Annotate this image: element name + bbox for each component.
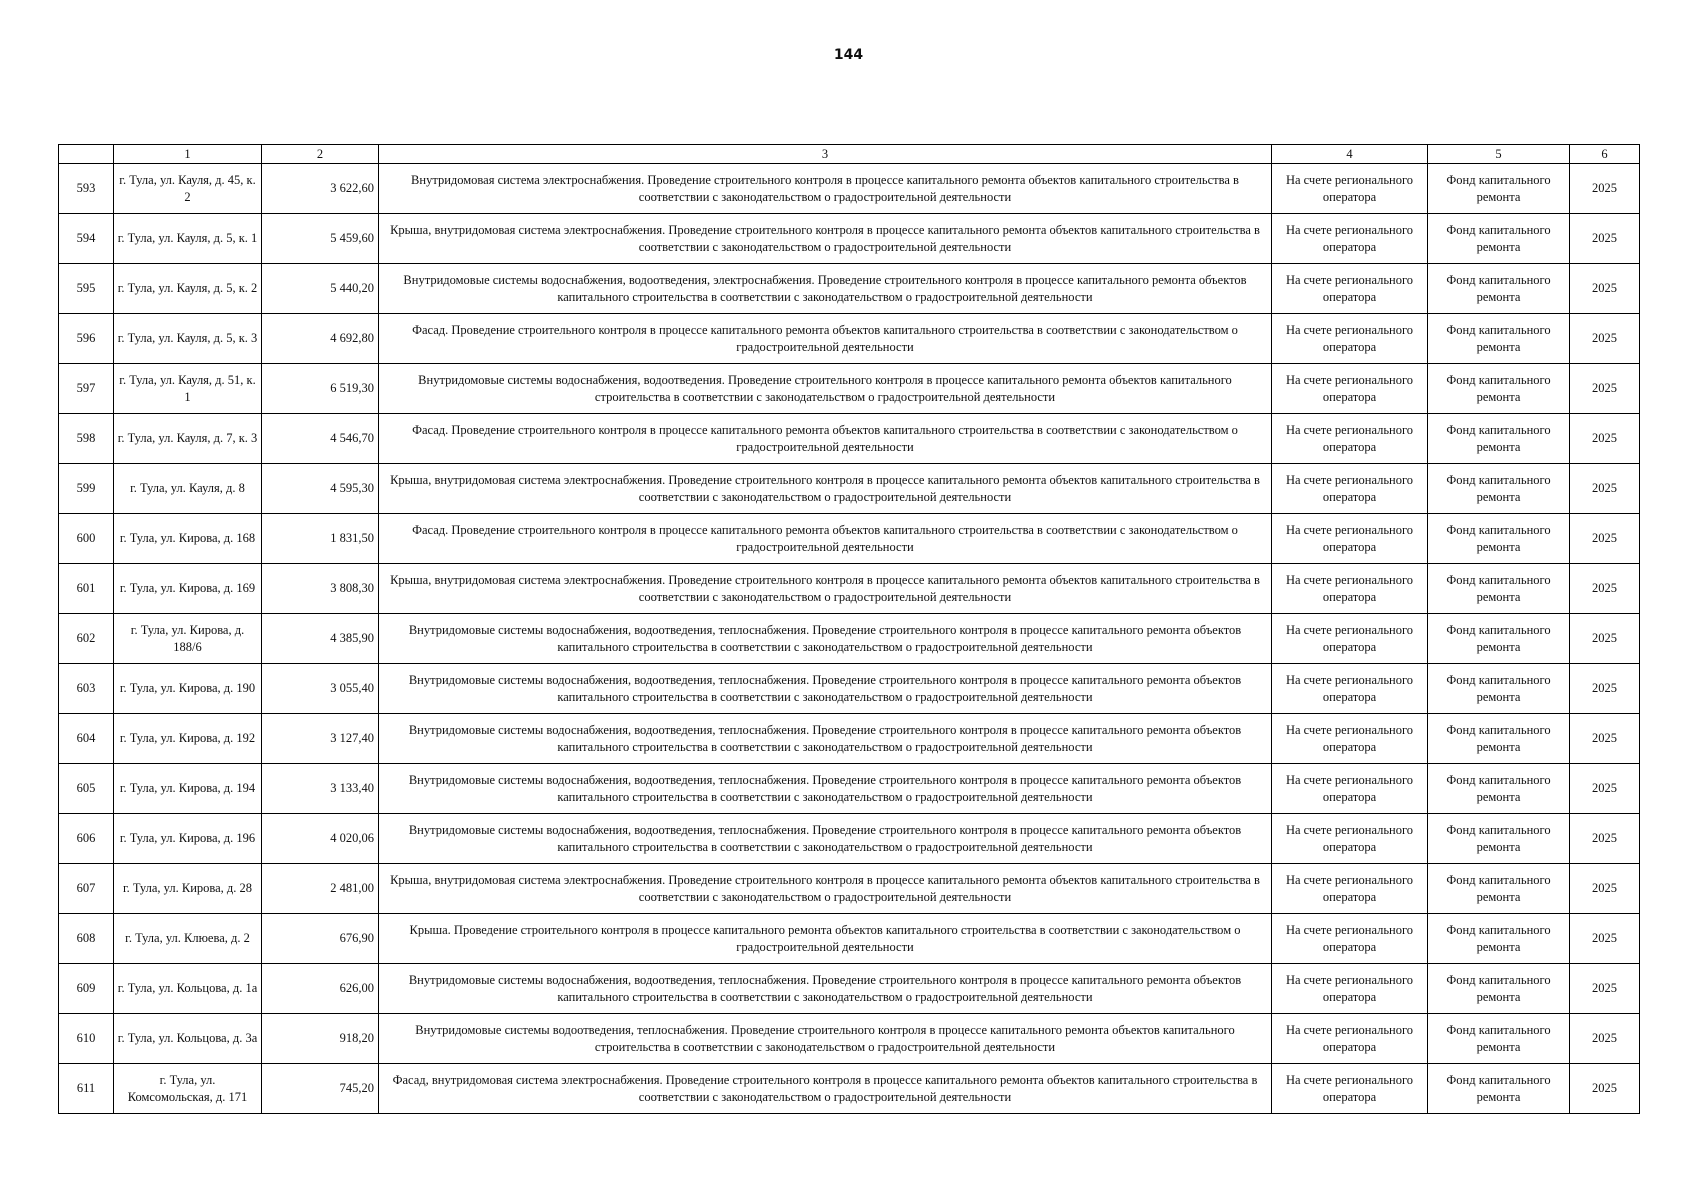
- account-type-cell: На счете регионального оператора: [1272, 414, 1428, 464]
- table-row: [59, 864, 1640, 914]
- row-number-cell: 611: [59, 1064, 114, 1114]
- year-cell: 2025: [1570, 914, 1640, 964]
- table-row: [59, 564, 1640, 614]
- address-cell: г. Тула, ул. Кольцова, д. 1а: [114, 964, 262, 1014]
- row-number-cell: 597: [59, 364, 114, 414]
- funding-source-cell: Фонд капитального ремонта: [1428, 264, 1570, 314]
- table-row: [59, 364, 1640, 414]
- row-number-cell: 598: [59, 414, 114, 464]
- account-type-cell: На счете регионального оператора: [1272, 514, 1428, 564]
- amount-cell: 4 546,70: [262, 414, 379, 464]
- work-description-cell: Крыша, внутридомовая система электроснабжения. Проведение строительного контроля в процессе капитального ремонта объектов капитального строительства в соответствии с законодательством о градостроительной деятельности: [379, 214, 1272, 264]
- address-cell: г. Тула, ул. Кирова, д. 28: [114, 864, 262, 914]
- row-number-cell: 608: [59, 914, 114, 964]
- amount-cell: 4 595,30: [262, 464, 379, 514]
- funding-source-cell: Фонд капитального ремонта: [1428, 414, 1570, 464]
- table-row: [59, 214, 1640, 264]
- address-cell: г. Тула, ул. Кольцова, д. 3а: [114, 1014, 262, 1064]
- year-cell: 2025: [1570, 864, 1640, 914]
- address-cell: г. Тула, ул. Кауля, д. 51, к. 1: [114, 364, 262, 414]
- address-cell: г. Тула, ул. Кирова, д. 190: [114, 664, 262, 714]
- year-cell: 2025: [1570, 214, 1640, 264]
- year-cell: 2025: [1570, 714, 1640, 764]
- row-number-cell: 602: [59, 614, 114, 664]
- address-cell: г. Тула, ул. Кауля, д. 5, к. 2: [114, 264, 262, 314]
- row-number-cell: 605: [59, 764, 114, 814]
- row-number-cell: 610: [59, 1014, 114, 1064]
- amount-cell: 2 481,00: [262, 864, 379, 914]
- row-number-cell: 603: [59, 664, 114, 714]
- table-row: [59, 314, 1640, 364]
- column-header: 4: [1272, 145, 1428, 164]
- funding-source-cell: Фонд капитального ремонта: [1428, 314, 1570, 364]
- funding-source-cell: Фонд капитального ремонта: [1428, 914, 1570, 964]
- year-cell: 2025: [1570, 1014, 1640, 1064]
- amount-cell: 4 020,06: [262, 814, 379, 864]
- address-cell: г. Тула, ул. Кирова, д. 188/6: [114, 614, 262, 664]
- work-description-cell: Внутридомовая система электроснабжения. Проведение строительного контроля в процессе капитального ремонта объектов капитального строительства в соответствии с законодательством о градостроительной деятельности: [379, 164, 1272, 214]
- work-description-cell: Внутридомовые системы водоснабжения, водоотведения, теплоснабжения. Проведение строительного контроля в процессе капитального ремонта объектов капитального строительства в соответствии с законодательством о градостроительной деятельности: [379, 714, 1272, 764]
- address-cell: г. Тула, ул. Кауля, д. 8: [114, 464, 262, 514]
- work-description-cell: Внутридомовые системы водоотведения, теплоснабжения. Проведение строительного контроля в процессе капитального ремонта объектов капитального строительства в соответствии с законодательством о градостроительной деятельности: [379, 1014, 1272, 1064]
- funding-source-cell: Фонд капитального ремонта: [1428, 564, 1570, 614]
- row-number-cell: 593: [59, 164, 114, 214]
- address-cell: г. Тула, ул. Кауля, д. 5, к. 3: [114, 314, 262, 364]
- amount-cell: 3 127,40: [262, 714, 379, 764]
- funding-source-cell: Фонд капитального ремонта: [1428, 164, 1570, 214]
- year-cell: 2025: [1570, 814, 1640, 864]
- amount-cell: 3 133,40: [262, 764, 379, 814]
- table-row: [59, 164, 1640, 214]
- funding-source-cell: Фонд капитального ремонта: [1428, 664, 1570, 714]
- account-type-cell: На счете регионального оператора: [1272, 714, 1428, 764]
- table-row: [59, 914, 1640, 964]
- address-cell: г. Тула, ул. Кауля, д. 7, к. 3: [114, 414, 262, 464]
- year-cell: 2025: [1570, 1064, 1640, 1114]
- work-description-cell: Крыша. Проведение строительного контроля в процессе капитального ремонта объектов капитального строительства в соответствии с законодательством о градостроительной деятельности: [379, 914, 1272, 964]
- funding-source-cell: Фонд капитального ремонта: [1428, 764, 1570, 814]
- funding-source-cell: Фонд капитального ремонта: [1428, 864, 1570, 914]
- table-row: [59, 414, 1640, 464]
- year-cell: 2025: [1570, 364, 1640, 414]
- address-cell: г. Тула, ул. Кирова, д. 168: [114, 514, 262, 564]
- funding-source-cell: Фонд капитального ремонта: [1428, 814, 1570, 864]
- account-type-cell: На счете регионального оператора: [1272, 914, 1428, 964]
- funding-source-cell: Фонд капитального ремонта: [1428, 964, 1570, 1014]
- address-cell: г. Тула, ул. Кирова, д. 192: [114, 714, 262, 764]
- year-cell: 2025: [1570, 964, 1640, 1014]
- table-body: [59, 164, 1640, 1114]
- work-description-cell: Фасад, внутридомовая система электроснабжения. Проведение строительного контроля в процессе капитального ремонта объектов капитального строительства в соответствии с законодательством о градостроительной деятельности: [379, 1064, 1272, 1114]
- year-cell: 2025: [1570, 764, 1640, 814]
- address-cell: г. Тула, ул. Комсомольская, д. 171: [114, 1064, 262, 1114]
- table-row: [59, 964, 1640, 1014]
- column-header: 1: [114, 145, 262, 164]
- table-row: [59, 464, 1640, 514]
- year-cell: 2025: [1570, 264, 1640, 314]
- address-cell: г. Тула, ул. Кирова, д. 169: [114, 564, 262, 614]
- address-cell: г. Тула, ул. Кирова, д. 194: [114, 764, 262, 814]
- work-description-cell: Внутридомовые системы водоснабжения, водоотведения, теплоснабжения. Проведение строительного контроля в процессе капитального ремонта объектов капитального строительства в соответствии с законодательством о градостроительной деятельности: [379, 614, 1272, 664]
- amount-cell: 1 831,50: [262, 514, 379, 564]
- amount-cell: 918,20: [262, 1014, 379, 1064]
- work-description-cell: Крыша, внутридомовая система электроснабжения. Проведение строительного контроля в процессе капитального ремонта объектов капитального строительства в соответствии с законодательством о градостроительной деятельности: [379, 864, 1272, 914]
- account-type-cell: На счете регионального оператора: [1272, 614, 1428, 664]
- year-cell: 2025: [1570, 314, 1640, 364]
- account-type-cell: На счете регионального оператора: [1272, 764, 1428, 814]
- account-type-cell: На счете регионального оператора: [1272, 664, 1428, 714]
- work-description-cell: Внутридомовые системы водоснабжения, водоотведения, теплоснабжения. Проведение строительного контроля в процессе капитального ремонта объектов капитального строительства в соответствии с законодательством о градостроительной деятельности: [379, 764, 1272, 814]
- account-type-cell: На счете регионального оператора: [1272, 264, 1428, 314]
- year-cell: 2025: [1570, 614, 1640, 664]
- column-header: [59, 145, 114, 164]
- table-row: [59, 664, 1640, 714]
- table-row: [59, 514, 1640, 564]
- table-row: [59, 1014, 1640, 1064]
- account-type-cell: На счете регионального оператора: [1272, 864, 1428, 914]
- column-number-row: [59, 145, 1640, 164]
- year-cell: 2025: [1570, 664, 1640, 714]
- row-number-cell: 604: [59, 714, 114, 764]
- amount-cell: 626,00: [262, 964, 379, 1014]
- work-description-cell: Внутридомовые системы водоснабжения, водоотведения, теплоснабжения. Проведение строительного контроля в процессе капитального ремонта объектов капитального строительства в соответствии с законодательством о градостроительной деятельности: [379, 664, 1272, 714]
- amount-cell: 5 459,60: [262, 214, 379, 264]
- row-number-cell: 595: [59, 264, 114, 314]
- funding-source-cell: Фонд капитального ремонта: [1428, 464, 1570, 514]
- work-description-cell: Внутридомовые системы водоснабжения, водоотведения. Проведение строительного контроля в процессе капитального ремонта объектов капитального строительства в соответствии с законодательством о градостроительной деятельности: [379, 364, 1272, 414]
- work-description-cell: Крыша, внутридомовая система электроснабжения. Проведение строительного контроля в процессе капитального ремонта объектов капитального строительства в соответствии с законодательством о градостроительной деятельности: [379, 464, 1272, 514]
- amount-cell: 745,20: [262, 1064, 379, 1114]
- amount-cell: 676,90: [262, 914, 379, 964]
- account-type-cell: На счете регионального оператора: [1272, 464, 1428, 514]
- account-type-cell: На счете регионального оператора: [1272, 364, 1428, 414]
- row-number-cell: 601: [59, 564, 114, 614]
- work-description-cell: Фасад. Проведение строительного контроля в процессе капитального ремонта объектов капитального строительства в соответствии с законодательством о градостроительной деятельности: [379, 314, 1272, 364]
- register-table: [58, 144, 1640, 1114]
- row-number-cell: 600: [59, 514, 114, 564]
- column-header: 6: [1570, 145, 1640, 164]
- row-number-cell: 606: [59, 814, 114, 864]
- row-number-cell: 599: [59, 464, 114, 514]
- row-number-cell: 596: [59, 314, 114, 364]
- work-description-cell: Внутридомовые системы водоснабжения, водоотведения, теплоснабжения. Проведение строительного контроля в процессе капитального ремонта объектов капитального строительства в соответствии с законодательством о градостроительной деятельности: [379, 964, 1272, 1014]
- work-description-cell: Фасад. Проведение строительного контроля в процессе капитального ремонта объектов капитального строительства в соответствии с законодательством о градостроительной деятельности: [379, 414, 1272, 464]
- work-description-cell: Внутридомовые системы водоснабжения, водоотведения, электроснабжения. Проведение строительного контроля в процессе капитального ремонта объектов капитального строительства в соответствии с законодательством о градостроительной деятельности: [379, 264, 1272, 314]
- column-header: 5: [1428, 145, 1570, 164]
- table-row: [59, 264, 1640, 314]
- account-type-cell: На счете регионального оператора: [1272, 314, 1428, 364]
- amount-cell: 3 808,30: [262, 564, 379, 614]
- funding-source-cell: Фонд капитального ремонта: [1428, 1014, 1570, 1064]
- table-row: [59, 614, 1640, 664]
- amount-cell: 5 440,20: [262, 264, 379, 314]
- table-row: [59, 714, 1640, 764]
- column-header: 3: [379, 145, 1272, 164]
- funding-source-cell: Фонд капитального ремонта: [1428, 514, 1570, 564]
- amount-cell: 4 692,80: [262, 314, 379, 364]
- account-type-cell: На счете регионального оператора: [1272, 1064, 1428, 1114]
- funding-source-cell: Фонд капитального ремонта: [1428, 364, 1570, 414]
- work-description-cell: Крыша, внутридомовая система электроснабжения. Проведение строительного контроля в процессе капитального ремонта объектов капитального строительства в соответствии с законодательством о градостроительной деятельности: [379, 564, 1272, 614]
- column-header: 2: [262, 145, 379, 164]
- amount-cell: 3 622,60: [262, 164, 379, 214]
- page-number: 144: [833, 47, 864, 63]
- funding-source-cell: Фонд капитального ремонта: [1428, 1064, 1570, 1114]
- year-cell: 2025: [1570, 414, 1640, 464]
- row-number-cell: 607: [59, 864, 114, 914]
- account-type-cell: На счете регионального оператора: [1272, 164, 1428, 214]
- row-number-cell: 594: [59, 214, 114, 264]
- address-cell: г. Тула, ул. Кауля, д. 45, к. 2: [114, 164, 262, 214]
- table-row: [59, 764, 1640, 814]
- account-type-cell: На счете регионального оператора: [1272, 564, 1428, 614]
- funding-source-cell: Фонд капитального ремонта: [1428, 214, 1570, 264]
- address-cell: г. Тула, ул. Кауля, д. 5, к. 1: [114, 214, 262, 264]
- year-cell: 2025: [1570, 464, 1640, 514]
- account-type-cell: На счете регионального оператора: [1272, 964, 1428, 1014]
- funding-source-cell: Фонд капитального ремонта: [1428, 714, 1570, 764]
- work-description-cell: Внутридомовые системы водоснабжения, водоотведения, теплоснабжения. Проведение строительного контроля в процессе капитального ремонта объектов капитального строительства в соответствии с законодательством о градостроительной деятельности: [379, 814, 1272, 864]
- table-row: [59, 814, 1640, 864]
- year-cell: 2025: [1570, 514, 1640, 564]
- account-type-cell: На счете регионального оператора: [1272, 814, 1428, 864]
- work-description-cell: Фасад. Проведение строительного контроля в процессе капитального ремонта объектов капитального строительства в соответствии с законодательством о градостроительной деятельности: [379, 514, 1272, 564]
- amount-cell: 3 055,40: [262, 664, 379, 714]
- amount-cell: 4 385,90: [262, 614, 379, 664]
- address-cell: г. Тула, ул. Клюева, д. 2: [114, 914, 262, 964]
- account-type-cell: На счете регионального оператора: [1272, 1014, 1428, 1064]
- row-number-cell: 609: [59, 964, 114, 1014]
- amount-cell: 6 519,30: [262, 364, 379, 414]
- funding-source-cell: Фонд капитального ремонта: [1428, 614, 1570, 664]
- table-row: [59, 1064, 1640, 1114]
- year-cell: 2025: [1570, 164, 1640, 214]
- account-type-cell: На счете регионального оператора: [1272, 214, 1428, 264]
- year-cell: 2025: [1570, 564, 1640, 614]
- address-cell: г. Тула, ул. Кирова, д. 196: [114, 814, 262, 864]
